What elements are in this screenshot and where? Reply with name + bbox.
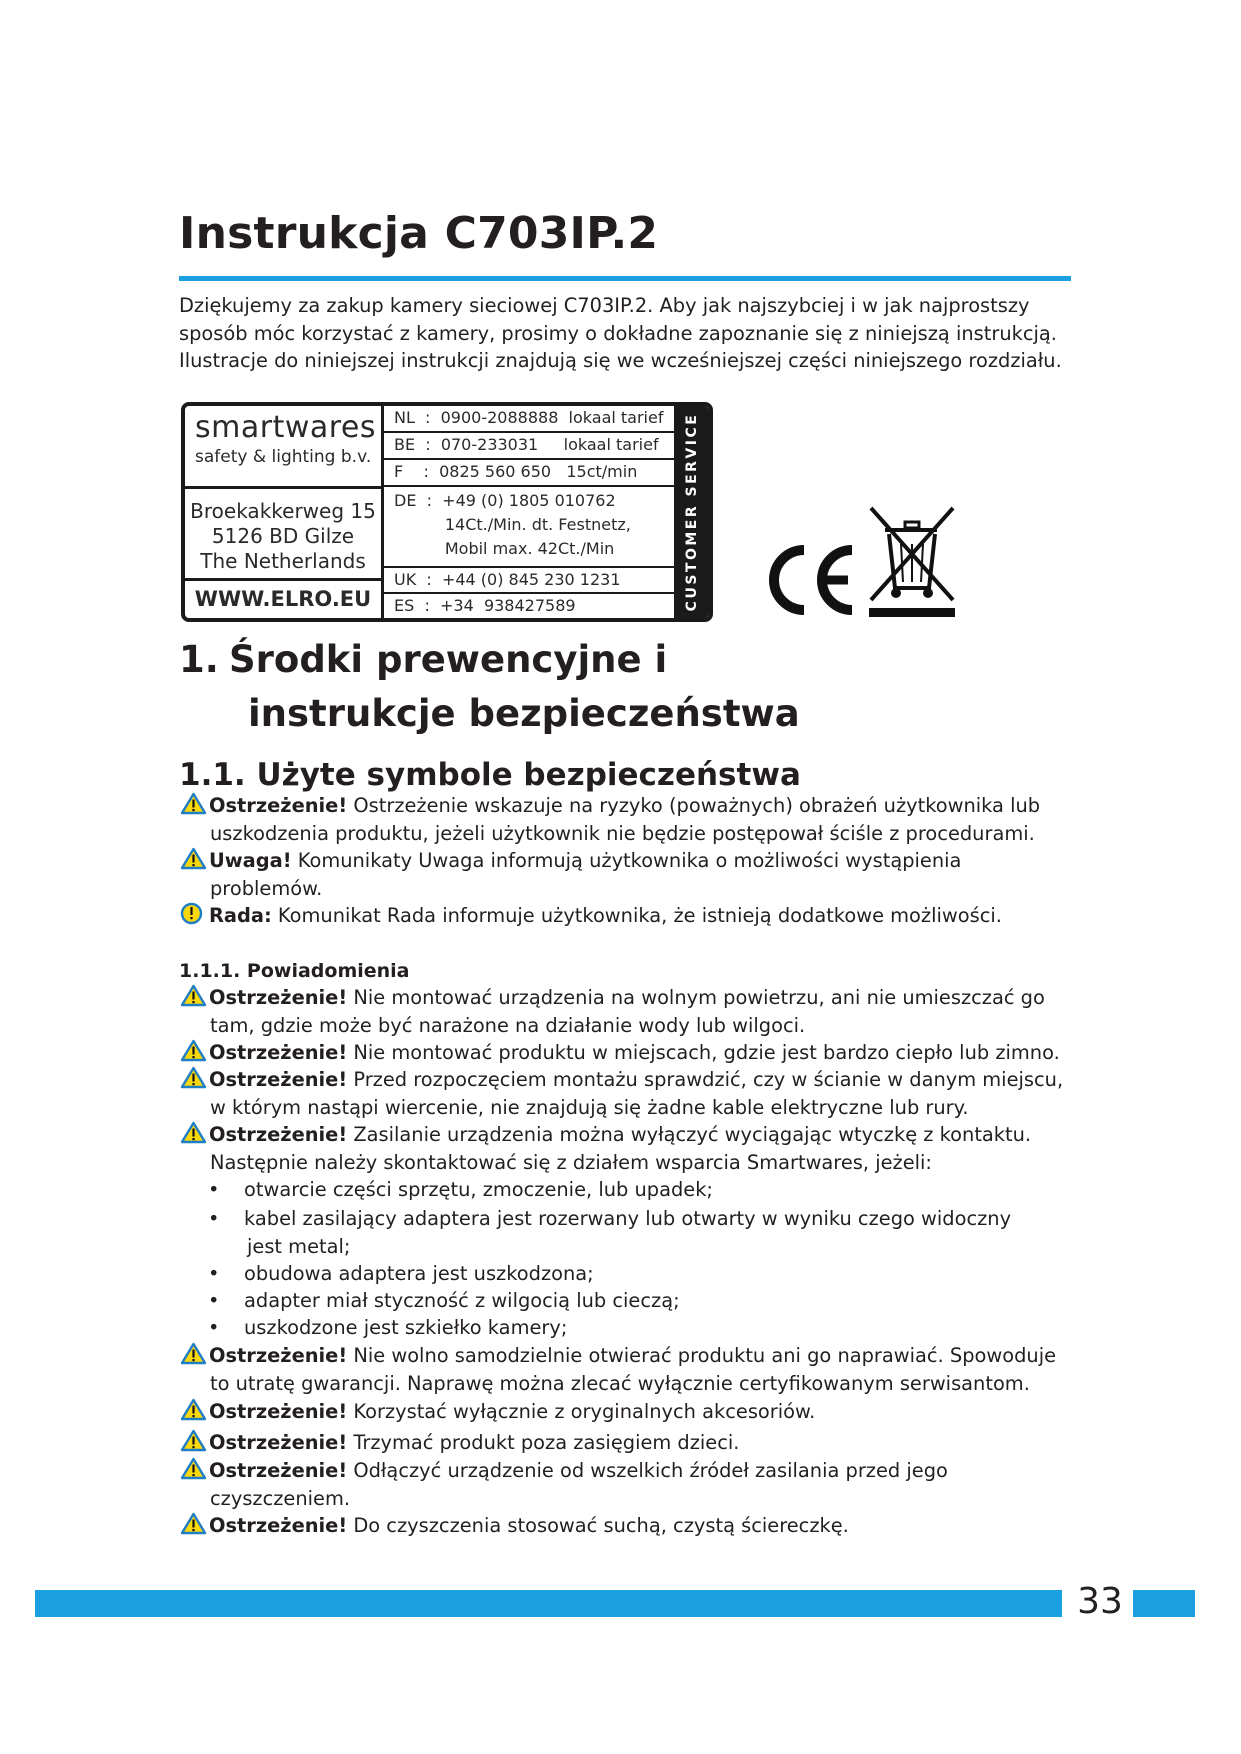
warning-label: Ostrzeżenie!	[209, 1400, 348, 1423]
bullet-dot: •	[208, 1207, 220, 1230]
warning-label: Ostrzeżenie!	[209, 1431, 348, 1454]
phone-es: ES : +34 938427589	[394, 596, 576, 615]
warning-item	[180, 1066, 1080, 1121]
bullet-dot: •	[208, 1316, 220, 1339]
warning-triangle-icon	[180, 1121, 207, 1144]
footer-bar-left	[35, 1590, 1062, 1617]
warning-triangle-icon	[180, 1512, 207, 1535]
text: Odłączyć urządzenie od wszelkich źródeł zasilania przed jego	[347, 1459, 948, 1482]
section-1-title-line2: instrukcje bezpieczeństwa	[248, 692, 800, 735]
text: Komunikat Rada informuje użytkownika, że istnieją dodatkowe możliwości.	[271, 904, 1002, 927]
warning-label: Ostrzeżenie!	[209, 1344, 348, 1367]
text: Trzymać produkt poza zasięgiem dzieci.	[347, 1431, 740, 1454]
text: Zasilanie urządzenia można wyłączyć wyciągając wtyczkę z kontaktu.	[347, 1123, 1032, 1146]
website-link: WWW.ELRO.EU	[194, 587, 372, 611]
warning-triangle-icon	[180, 1039, 207, 1062]
warning-item	[180, 1039, 1080, 1067]
text: Ostrzeżenie wskazuje na ryzyko (poważnych) obrażeń użytkownika lub	[347, 794, 1041, 817]
customer-service-side-label	[674, 406, 709, 618]
warning-label: Ostrzeżenie!	[209, 1068, 348, 1091]
bullet-item	[208, 1176, 1068, 1204]
brand-name: smartwares	[195, 410, 377, 445]
text: Komunikaty Uwaga informują użytkownika o możliwości wystąpienia	[291, 849, 962, 872]
brand-block	[185, 406, 381, 489]
symbol-warning	[180, 792, 1080, 847]
bullet-text-cont: jest metal;	[247, 1234, 351, 1258]
warning-triangle-icon	[180, 1342, 207, 1365]
bullet-text: obudowa adaptera jest uszkodzona;	[244, 1262, 594, 1285]
phone-be: BE : 070-233031 lokaal tarief	[384, 433, 674, 460]
text: Do czyszczenia stosować suchą, czystą ściereczkę.	[347, 1514, 849, 1537]
warning-triangle-icon	[180, 792, 207, 815]
warning-item	[180, 1512, 1080, 1540]
text: Nie wolno samodzielnie otwierać produktu ani go naprawiać. Spowoduje	[347, 1344, 1057, 1367]
page-title: Instrukcja C703IP.2	[179, 208, 659, 259]
symbol-caution	[180, 847, 1080, 902]
bullet-text: adapter miał styczność z wilgocią lub cieczą;	[244, 1289, 680, 1312]
text: Nie montować urządzenia na wolnym powietrzu, ani nie umieszczać go	[347, 986, 1045, 1009]
page-number: 33	[1077, 1581, 1123, 1622]
text-cont: tam, gdzie może być narażone na działanie wody lub wilgoci.	[210, 1013, 806, 1037]
warning-label: Ostrzeżenie!	[209, 1514, 348, 1537]
ce-mark-icon	[760, 540, 860, 620]
weee-crossed-bin-icon	[865, 500, 960, 625]
bullet-text: kabel zasilający adaptera jest rozerwany lub otwarty w wyniku czego widoczny	[244, 1207, 1012, 1230]
intro-line: Ilustracje do niniejszej instrukcji znajdują się we wcześniejszej części niniejszego rozdziału.	[179, 349, 1062, 372]
warning-item	[180, 1398, 1080, 1426]
warning-label: Ostrzeżenie!	[209, 1041, 348, 1064]
warning-label: Ostrzeżenie!	[209, 1123, 348, 1146]
section-1-1-1-title: 1.1.1. Powiadomienia	[179, 960, 410, 982]
label: Ostrzeżenie!	[209, 794, 348, 817]
section-1-title-line1: Środki prewencyjne i	[229, 638, 668, 681]
warning-label: Ostrzeżenie!	[209, 1459, 348, 1482]
text-cont: w którym nastąpi wiercenie, nie znajdują się żadne kable elektryczne lub rury.	[210, 1095, 969, 1119]
warning-triangle-icon	[180, 984, 207, 1007]
phone-de: DE : +49 (0) 1805 010762 14Ct./Min. dt. Festnetz, Mobil max. 42Ct./Min	[384, 489, 674, 568]
bullet-dot: •	[208, 1262, 220, 1285]
phone-uk: UK : +44 (0) 845 230 1231	[384, 568, 674, 594]
bullet-dot: •	[208, 1289, 220, 1312]
side-label-text: CUSTOMER SERVICE	[683, 412, 700, 612]
label: Uwaga!	[209, 849, 292, 872]
title-rule	[179, 276, 1071, 281]
text: Nie montować produktu w miejscach, gdzie jest bardzo ciepło lub zimno.	[347, 1041, 1060, 1064]
intro-paragraph	[179, 292, 1079, 375]
text-cont: Następnie należy skontaktować się z działem wsparcia Smartwares, jeżeli:	[210, 1150, 932, 1174]
intro-line: Dziękujemy za zakup kamery sieciowej C703IP.2. Aby jak najszybciej i w jak najprostszy	[179, 294, 1030, 317]
bullet-item	[208, 1260, 1068, 1288]
warning-item	[180, 984, 1080, 1039]
text-cont: problemów.	[210, 876, 323, 900]
warning-item	[180, 1121, 1080, 1176]
footer-bar-right	[1133, 1590, 1195, 1617]
bullet-dot: •	[208, 1178, 220, 1201]
company-address	[185, 489, 381, 581]
warning-item	[180, 1457, 1080, 1512]
company-panel	[185, 406, 384, 618]
bullet-item	[208, 1287, 1068, 1315]
text-cont: to utratę gwarancji. Naprawę można zlecać wyłącznie certyfikowanym serwisantom.	[210, 1371, 1030, 1395]
warning-item	[180, 1429, 1080, 1457]
warning-triangle-icon	[180, 1429, 207, 1452]
bullet-text: otwarcie części sprzętu, zmoczenie, lub upadek;	[244, 1178, 713, 1201]
warning-label: Ostrzeżenie!	[209, 986, 348, 1009]
info-circle-icon	[180, 902, 207, 925]
warning-item	[180, 1342, 1080, 1397]
bullet-item	[208, 1314, 1068, 1342]
warning-triangle-icon	[180, 847, 207, 870]
text-cont: uszkodzenia produktu, jeżeli użytkownik nie będzie postępował ściśle z procedurami.	[210, 821, 1035, 845]
text-cont: czyszczeniem.	[210, 1486, 351, 1510]
text: Przed rozpoczęciem montażu sprawdzić, czy w ścianie w danym miejscu,	[347, 1068, 1064, 1091]
address-line: Broekakkerweg 15	[190, 499, 376, 523]
bullet-text: uszkodzone jest szkiełko kamery;	[244, 1316, 568, 1339]
phone-f: F : 0825 560 650 15ct/min	[384, 460, 674, 487]
bullet-item	[208, 1205, 1068, 1260]
intro-line: sposób móc korzystać z kamery, prosimy o dokładne zapoznanie się z niniejszą instrukcją.	[179, 321, 1057, 345]
address-line: 5126 BD Gilze	[211, 524, 355, 548]
warning-triangle-icon	[180, 1457, 207, 1480]
symbol-tip	[180, 902, 1080, 930]
warning-triangle-icon	[180, 1066, 207, 1089]
text: Korzystać wyłącznie z oryginalnych akcesoriów.	[347, 1400, 816, 1423]
address-line: The Netherlands	[200, 549, 366, 573]
label: Rada:	[209, 904, 272, 927]
phone-list	[384, 406, 674, 618]
phone-nl: NL : 0900-2088888 lokaal tarief	[384, 406, 674, 433]
brand-tagline: safety & lighting b.v.	[195, 447, 372, 467]
section-1-number: 1.	[179, 638, 219, 681]
section-1-1-title: 1.1. Użyte symbole bezpieczeństwa	[179, 757, 801, 793]
customer-service-box	[181, 402, 713, 622]
warning-triangle-icon	[180, 1398, 207, 1421]
